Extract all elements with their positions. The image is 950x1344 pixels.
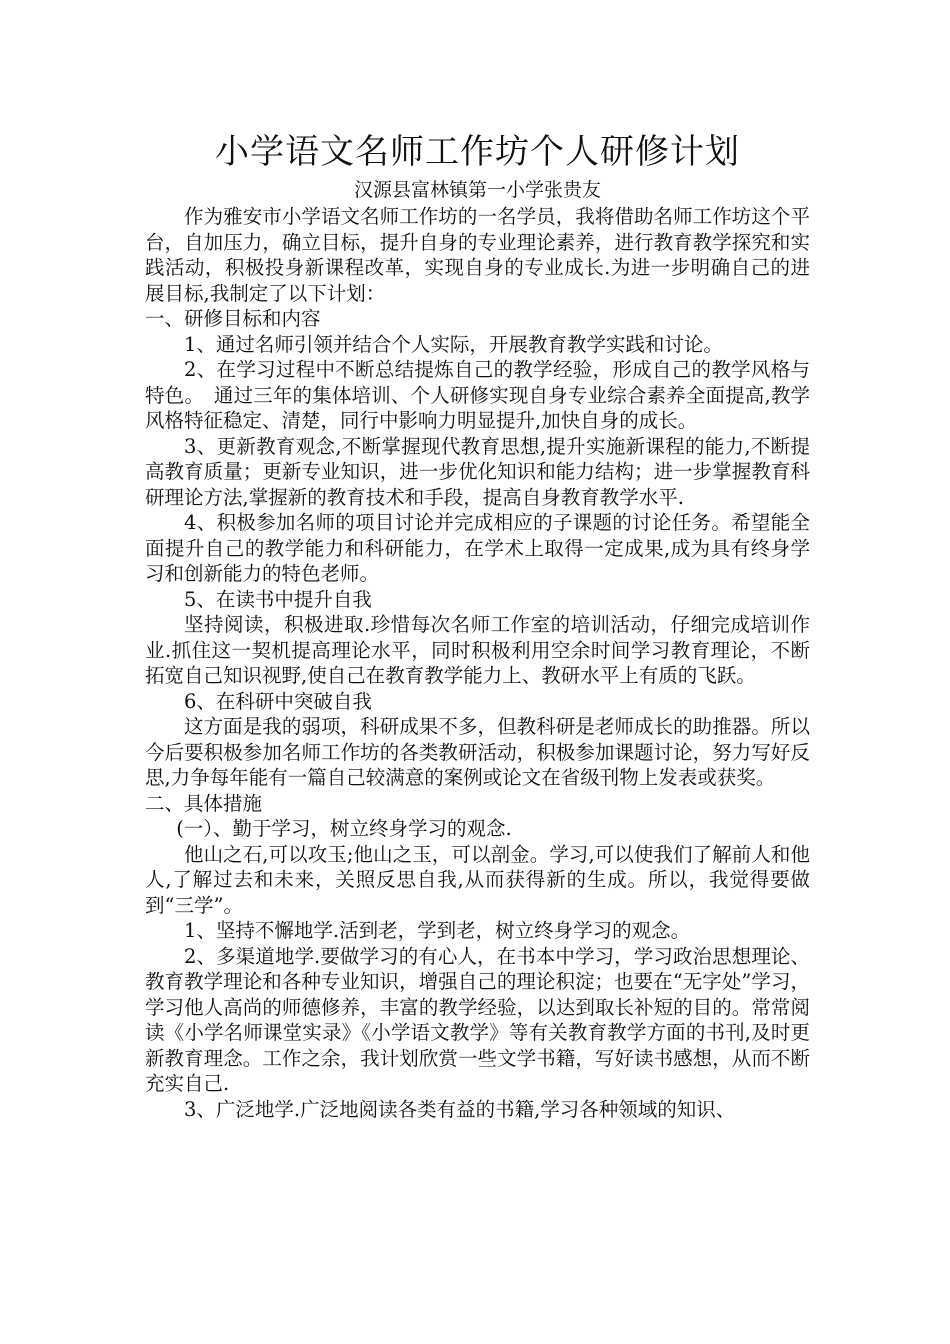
- goal-item-6-heading: 6、在科研中突破自我: [184, 689, 372, 713]
- measure-1-item-3: 3、广泛地学.广泛地阅读各类有益的书籍,学习各种领域的知识、: [184, 1097, 736, 1121]
- document-body: [145, 204, 810, 1122]
- section-heading-measures: 二、具体措施: [145, 791, 263, 815]
- goal-item-5-heading: 5、在读书中提升自我: [184, 587, 372, 611]
- intro-paragraph: 作为雅安市小学语文名师工作坊的一名学员，我将借助名师工作坊这个平台，自加压力，确立目标，提升自身的专业理论素养，进行教育教学探究和实践活动，积极投身新课程改革，实现自身的专业成长.为进一步明确自己的进展目标,我制定了以下计划：: [145, 205, 810, 305]
- goal-item-6-body: 这方面是我的弱项，科研成果不多，但教科研是老师成长的助推器。所以今后要积极参加名师工作坊的各类教研活动，积极参加课题讨论，努力写好反思,力争每年能有一篇自己较满意的案例或论文在省级刊物上发表或获奖。: [145, 715, 810, 789]
- document-title: 小学语文名师工作坊个人研修计划: [215, 132, 740, 172]
- goal-item-5-body: 坚持阅读，积极进取.珍惜每次名师工作室的培训活动，仔细完成培训作业.抓住这一契机提高理论水平，同时积极利用空余时间学习教育理论，不断拓宽自己知识视野,使自己在教育教学能力上、教研水平上有质的飞跃。: [145, 613, 810, 687]
- measure-1-intro: 他山之石,可以攻玉;他山之玉，可以剖金。学习,可以使我们了解前人和他人,了解过去和未来，关照反思自我,从而获得新的生成。所以，我觉得要做到“三学”。: [145, 842, 810, 917]
- goal-item-3: 3、更新教育观念,不断掌握现代教育思想,提升实施新课程的能力,不断提高教育质量；更新专业知识，进一步优化知识和能力结构；进一步掌握教育科研理论方法,掌握新的教育技术和手段，提高自身教育教学水平.: [145, 434, 810, 509]
- goal-item-2: 2、在学习过程中不断总结提炼自己的教学经验，形成自己的教学风格与特色。 通过三年的集体培训、个人研修实现自身专业综合素养全面提高,教学风格特征稳定、清楚，同行中影响力明显提升,加快自身的成长。: [145, 358, 810, 432]
- goal-item-4: 4、积极参加名师的项目讨论并完成相应的子课题的讨论任务。希望能全面提升自己的教学能力和科研能力，在学术上取得一定成果,成为具有终身学习和创新能力的特色老师。: [145, 511, 810, 585]
- measure-subheading-1: (一）、勤于学习，树立终身学习的观念.: [176, 817, 512, 840]
- goal-item-1: 1、通过名师引领并结合个人实际，开展教育教学实践和讨论。: [184, 332, 723, 356]
- measure-1-item-1: 1、坚持不懈地学.活到老，学到老，树立终身学习的观念。: [184, 919, 691, 942]
- section-heading-goals: 一、研修目标和内容: [145, 307, 321, 330]
- measure-1-item-2: 2、多渠道地学.要做学习的有心人，在书本中学习，学习政治思想理论、教育教学理论和各种专业知识，增强自己的理论积淀；也要在“无字处”学习，学习他人高尚的师德修养，丰富的教学经验，以达到取长补短的目的。常常阅读《小学名师课堂实录》《小学语文教学》等有关教育教学方面的书刊,及时更新教育理念。工作之余，我计划欣赏一些文学书籍，写好读书感想，从而不断充实自己.: [145, 944, 810, 1095]
- document-author: 汉源县富林镇第一小学张贵友: [353, 179, 601, 201]
